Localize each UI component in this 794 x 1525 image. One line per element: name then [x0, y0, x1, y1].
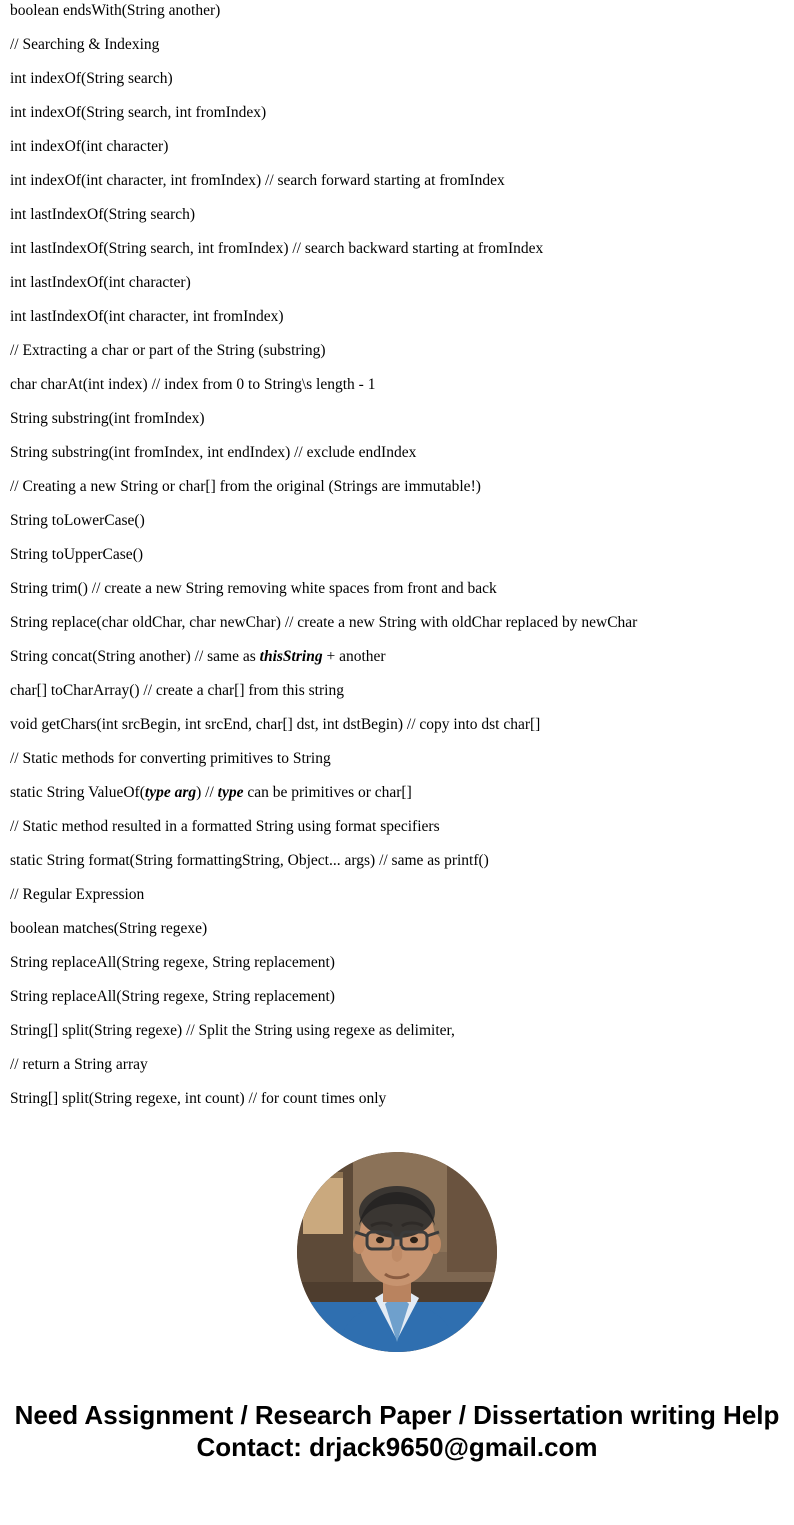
- code-line-segment: can be primitives or char[]: [243, 784, 412, 801]
- code-line: // Extracting a char or part of the String (substring): [10, 342, 326, 359]
- code-line: String trim() // create a new String removing white spaces from front and back: [10, 580, 497, 597]
- code-line-segment: String concat(String another) // same as: [10, 648, 260, 665]
- code-line: boolean endsWith(String another): [10, 2, 221, 19]
- code-line-segment: type: [217, 784, 244, 801]
- avatar: [297, 1152, 497, 1352]
- code-line: String substring(int fromIndex): [10, 410, 205, 427]
- code-line: boolean matches(String regexe): [10, 920, 208, 937]
- code-line-segment: + another: [322, 648, 386, 665]
- code-line: String replaceAll(String regexe, String replacement): [10, 954, 335, 971]
- code-line: // Regular Expression: [10, 886, 145, 903]
- code-line: int indexOf(int character): [10, 138, 169, 155]
- code-line-segment: ) //: [196, 784, 218, 801]
- code-line: // return a String array: [10, 1056, 148, 1073]
- code-reference-list: [10, 2, 784, 1108]
- code-line: // Creating a new String or char[] from the original (Strings are immutable!): [10, 478, 481, 495]
- code-line: // Searching & Indexing: [10, 36, 160, 53]
- code-line: String substring(int fromIndex, int endIndex) // exclude endIndex: [10, 444, 417, 461]
- footer-contact: Contact: drjack9650@gmail.com: [196, 1432, 598, 1462]
- code-line: char charAt(int index) // index from 0 to String\s length - 1: [10, 376, 376, 393]
- footer-headline: Need Assignment / Research Paper / Dissertation writing Help: [14, 1400, 780, 1430]
- code-line: int lastIndexOf(int character, int fromIndex): [10, 308, 284, 325]
- code-line: static String format(String formattingString, Object... args) // same as printf(): [10, 852, 489, 869]
- footer: [10, 1400, 784, 1482]
- document-page: [0, 2, 794, 1482]
- code-line: int indexOf(int character, int fromIndex) // search forward starting at fromIndex: [10, 172, 505, 189]
- portrait-photo-icon: [297, 1152, 497, 1352]
- code-line: int indexOf(String search): [10, 70, 173, 87]
- code-line: int lastIndexOf(int character): [10, 274, 191, 291]
- code-line-segment: type arg: [144, 784, 197, 801]
- code-line: String toUpperCase(): [10, 546, 144, 563]
- avatar-container: [10, 1152, 784, 1352]
- code-line: int lastIndexOf(String search): [10, 206, 196, 223]
- code-line: char[] toCharArray() // create a char[] from this string: [10, 682, 344, 699]
- code-line: // Static methods for converting primitives to String: [10, 750, 331, 767]
- code-line: String[] split(String regexe) // Split the String using regexe as delimiter,: [10, 1022, 455, 1039]
- code-line: void getChars(int srcBegin, int srcEnd, char[] dst, int dstBegin) // copy into dst char[]: [10, 716, 541, 733]
- code-line-segmented: [10, 648, 784, 666]
- code-line: int indexOf(String search, int fromIndex): [10, 104, 267, 121]
- code-line: // Static method resulted in a formatted String using format specifiers: [10, 818, 440, 835]
- code-line-segmented: [10, 784, 784, 802]
- code-line: int lastIndexOf(String search, int fromIndex) // search backward starting at fromIndex: [10, 240, 544, 257]
- code-line: String toLowerCase(): [10, 512, 145, 529]
- code-line: String[] split(String regexe, int count) // for count times only: [10, 1090, 387, 1107]
- code-line-segment: thisString: [259, 648, 323, 665]
- code-line: String replace(char oldChar, char newChar) // create a new String with oldChar replaced by newChar: [10, 614, 638, 631]
- code-line-segment: static String ValueOf(: [10, 784, 145, 801]
- code-line: String replaceAll(String regexe, String replacement): [10, 988, 335, 1005]
